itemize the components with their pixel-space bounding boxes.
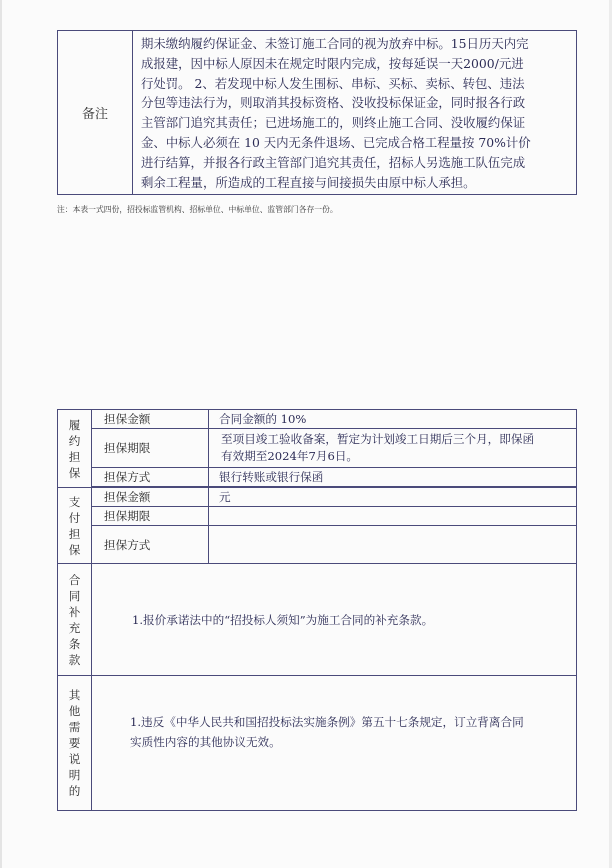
footnote: 注：本表一式四份，招投标监管机构、招标单位、中标单位、监管部门各存一份。 bbox=[57, 205, 338, 214]
payment-guarantee-label bbox=[58, 488, 92, 564]
label-char: 担 bbox=[68, 449, 81, 464]
remarks-text bbox=[133, 31, 577, 195]
label-char: 条 bbox=[68, 636, 81, 651]
label-char: 支 bbox=[68, 494, 81, 509]
remarks-line: 剩余工程量，所造成的工程直接与间接损失由原中标人承担。 bbox=[141, 174, 476, 190]
supplementary-text: 1.报价承诺法中的“招投标人须知”为施工合同的补充条款。 bbox=[92, 564, 577, 676]
payment-period-label: 担保期限 bbox=[92, 507, 209, 526]
remarks-line: 期未缴纳履约保证金、未签订施工合同的视为放弃中标。15日历天内完 bbox=[141, 36, 529, 51]
label-char: 说 bbox=[68, 752, 81, 766]
performance-guarantee-label bbox=[58, 410, 92, 488]
other-notes-line: 实质性内容的其他协议无效。 bbox=[130, 735, 281, 749]
label-char: 的 bbox=[68, 784, 81, 798]
label-char: 明 bbox=[68, 768, 81, 782]
remarks-line: 成报建，因中标人原因未在规定时限内完成，按每延误一天2000/元进 bbox=[141, 55, 524, 71]
other-notes-line: 1.违反《中华人民共和国招投标法实施条例》第五十七条规定，订立背离合同 bbox=[130, 715, 524, 729]
label-char: 付 bbox=[68, 510, 81, 525]
label-char: 其 bbox=[68, 688, 81, 702]
payment-amount-label: 担保金额 bbox=[92, 488, 209, 507]
guarantee-table bbox=[57, 409, 577, 811]
payment-period-value bbox=[209, 507, 577, 526]
label-char: 款 bbox=[68, 652, 81, 667]
performance-method-value: 银行转账或银行保函 bbox=[209, 468, 577, 487]
remarks-table bbox=[57, 30, 577, 195]
remarks-line: 行处罚。 2、若发现中标人发生围标、串标、买标、卖标、转包、违法 bbox=[141, 75, 525, 91]
supplementary-label bbox=[58, 564, 92, 676]
label-char: 履 bbox=[68, 417, 81, 432]
remarks-line: 进行结算，并报各行政主管部门追究其责任，招标人另选施工队伍完成 bbox=[141, 154, 526, 170]
label-char: 要 bbox=[68, 736, 81, 750]
remarks-line: 分包等违法行为，则取消其投标资格、没收投标保证金，同时报各行政 bbox=[141, 95, 526, 111]
label-char: 保 bbox=[68, 542, 81, 557]
label-char: 约 bbox=[68, 433, 81, 448]
payment-method-label: 担保方式 bbox=[92, 526, 209, 564]
other-notes-label bbox=[58, 676, 92, 811]
period-line: 有效期至2024年7月6日。 bbox=[221, 449, 359, 463]
performance-amount-label: 担保金额 bbox=[92, 410, 209, 429]
performance-method-label: 担保方式 bbox=[92, 468, 209, 487]
label-char: 合 bbox=[68, 572, 81, 587]
remarks-line: 金、中标人必须在 10 天内无条件退场、已完成合格工程量按 70%计价 bbox=[141, 134, 531, 150]
period-line: 至项目竣工验收备案，暂定为计划竣工日期后三个月，即保函 bbox=[221, 432, 535, 446]
label-char: 保 bbox=[68, 465, 81, 480]
performance-amount-value: 合同金额的 10% bbox=[209, 410, 577, 429]
payment-amount-value: 元 bbox=[209, 488, 577, 507]
performance-period-value bbox=[209, 429, 577, 468]
other-notes-text bbox=[92, 676, 577, 811]
label-char: 补 bbox=[68, 604, 81, 619]
label-char: 需 bbox=[68, 720, 81, 734]
performance-period-label: 担保期限 bbox=[92, 429, 209, 468]
label-char: 担 bbox=[68, 526, 81, 541]
page-edge-left bbox=[0, 0, 2, 868]
label-char: 同 bbox=[68, 588, 81, 603]
label-char: 充 bbox=[68, 620, 81, 635]
label-char: 他 bbox=[68, 704, 81, 718]
payment-method-value bbox=[209, 526, 577, 564]
remarks-label: 备注 bbox=[58, 31, 133, 195]
remarks-line: 主管部门追究其责任；已进场施工的，则终止施工合同、没收履约保证 bbox=[141, 115, 526, 131]
